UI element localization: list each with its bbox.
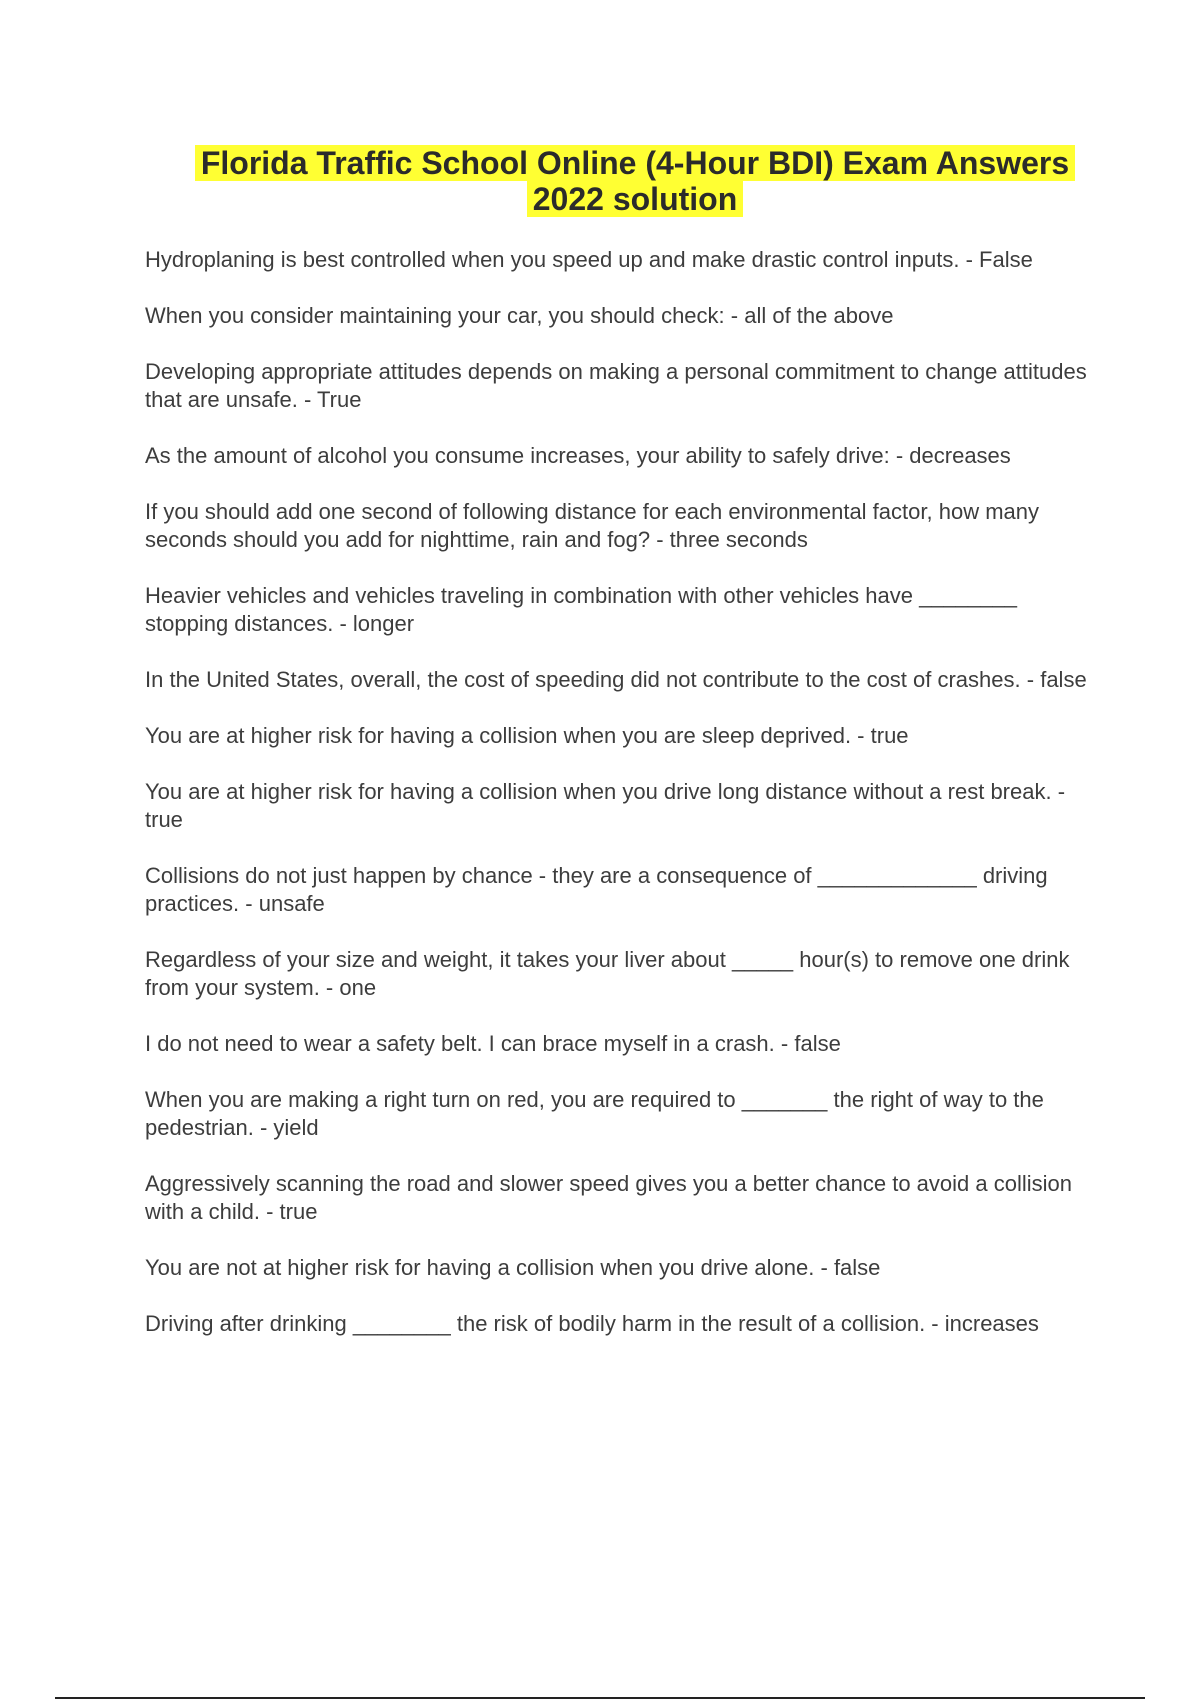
qa-item <box>145 1310 1105 1338</box>
answer-text: False <box>979 247 1033 272</box>
question-text: Heavier vehicles and vehicles traveling in combination with other vehicles have ________ stopping distances. <box>145 583 1017 636</box>
question-text: You are not at higher risk for having a collision when you drive alone. <box>145 1255 815 1280</box>
question-answer-list <box>145 246 1105 1366</box>
answer-separator: - <box>1051 779 1066 804</box>
answer-text: all of the above <box>744 303 894 328</box>
answer-separator: - <box>959 247 980 272</box>
answer-text: true <box>870 723 909 748</box>
question-text: In the United States, overall, the cost of speeding did not contribute to the cost of crashes. <box>145 667 1021 692</box>
qa-item <box>145 1170 1105 1226</box>
answer-separator: - <box>774 1031 795 1056</box>
qa-item <box>145 442 1105 470</box>
qa-item <box>145 246 1105 274</box>
question-text: As the amount of alcohol you consume increases, your ability to safely drive: <box>145 443 890 468</box>
answer-separator: - <box>259 1199 280 1224</box>
answer-separator: - <box>814 1255 834 1280</box>
answer-separator: - <box>724 303 745 328</box>
answer-text: one <box>339 975 377 1000</box>
title-line-2 <box>130 181 1140 217</box>
answer-separator: - <box>333 611 353 636</box>
qa-item <box>145 358 1105 414</box>
answer-separator: - <box>650 527 670 552</box>
answer-text: false <box>833 1255 881 1280</box>
qa-item <box>145 1086 1105 1142</box>
answer-text: True <box>317 387 362 412</box>
question-text: You are at higher risk for having a collision when you are sleep deprived. <box>145 723 852 748</box>
answer-separator: - <box>851 723 871 748</box>
answer-separator: - <box>889 443 910 468</box>
question-text: You are at higher risk for having a collision when you drive long distance without a rest break. <box>145 779 1052 804</box>
answer-separator: - <box>1020 667 1041 692</box>
qa-item <box>145 1254 1105 1282</box>
answer-text: increases <box>944 1311 1039 1336</box>
title-line-2-text: 2022 solution <box>527 181 744 217</box>
qa-item <box>145 498 1105 554</box>
question-text: Developing appropriate attitudes depends on making a personal commitment to change attitudes that are unsafe. <box>145 359 1087 412</box>
answer-text: unsafe <box>258 891 325 916</box>
answer-text: false <box>1040 667 1087 692</box>
answer-separator: - <box>297 387 318 412</box>
question-text: When you consider maintaining your car, you should check: <box>145 303 725 328</box>
answer-text: true <box>279 1199 318 1224</box>
answer-separator: - <box>319 975 340 1000</box>
question-text: I do not need to wear a safety belt. I can brace myself in a crash. <box>145 1031 775 1056</box>
answer-text: true <box>145 807 183 832</box>
answer-text: false <box>794 1031 841 1056</box>
qa-item <box>145 302 1105 330</box>
question-text: Aggressively scanning the road and slower speed gives you a better chance to avoid a collision with a child. <box>145 1171 1072 1224</box>
question-text: Collisions do not just happen by chance - they are a consequence of _____________ driving practices. <box>145 863 1048 916</box>
question-text: Hydroplaning is best controlled when you speed up and make drastic control inputs. <box>145 247 960 272</box>
qa-item <box>145 666 1105 694</box>
question-text: Regardless of your size and weight, it takes your liver about _____ hour(s) to remove one drink from your system. <box>145 947 1070 1000</box>
answer-text: three seconds <box>669 527 808 552</box>
answer-separator: - <box>239 891 259 916</box>
question-text: Driving after drinking ________ the risk of bodily harm in the result of a collision. <box>145 1311 926 1336</box>
answer-text: decreases <box>909 443 1011 468</box>
bottom-rule <box>55 1697 1145 1699</box>
title-line-1-text: Florida Traffic School Online (4-Hour BDI) Exam Answers <box>195 145 1075 181</box>
answer-text: yield <box>273 1115 319 1140</box>
answer-separator: - <box>925 1311 945 1336</box>
answer-separator: - <box>253 1115 274 1140</box>
question-text: When you are making a right turn on red, you are required to _______ the right of way to the pedestrian. <box>145 1087 1044 1140</box>
document-title <box>130 145 1140 217</box>
qa-item <box>145 1030 1105 1058</box>
qa-item <box>145 722 1105 750</box>
title-line-1 <box>130 145 1140 181</box>
qa-item <box>145 862 1105 918</box>
qa-item <box>145 946 1105 1002</box>
question-text: If you should add one second of following distance for each environmental factor, how many seconds should you add for nighttime, rain and fog? <box>145 499 1039 552</box>
qa-item <box>145 582 1105 638</box>
qa-item <box>145 778 1105 834</box>
answer-text: longer <box>352 611 415 636</box>
